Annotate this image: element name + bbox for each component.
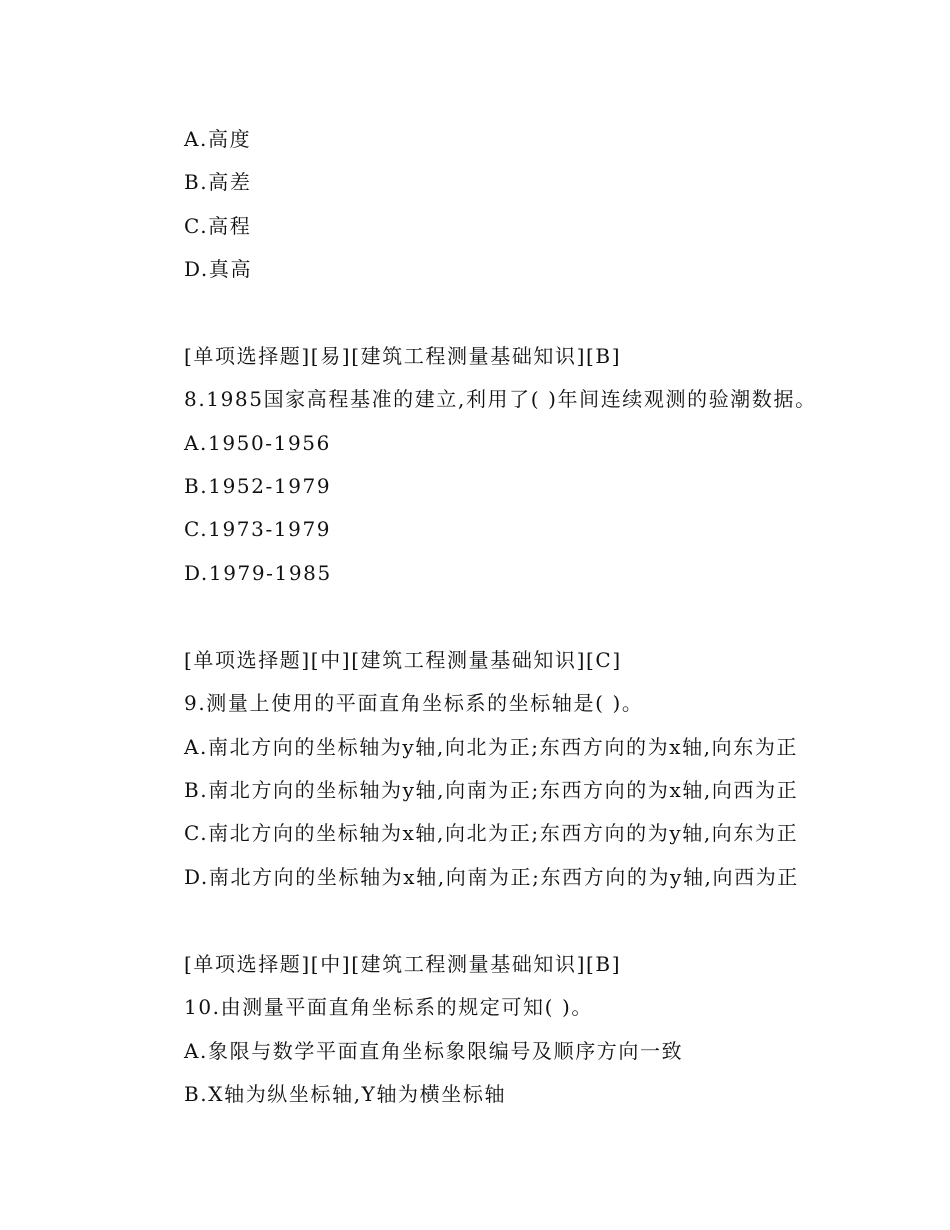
q9-option-c: C.南北方向的坐标轴为x轴,向北为正;东西方向的为y轴,向东为正 bbox=[184, 821, 799, 845]
q7-option-c: C.高程 bbox=[184, 214, 252, 238]
q10-option-a: A.象限与数学平面直角坐标象限编号及顺序方向一致 bbox=[184, 1039, 684, 1063]
q8-stem: 8.1985国家高程基准的建立,利用了( )年间连续观测的验潮数据。 bbox=[184, 387, 817, 411]
q8-option-c: C.1973-1979 bbox=[184, 517, 332, 541]
q9-option-d: D.南北方向的坐标轴为x轴,向南为正;东西方向的为y轴,向西为正 bbox=[184, 865, 799, 889]
q10-stem: 10.由测量平面直角坐标系的规定可知( )。 bbox=[184, 995, 593, 1019]
q9-tag: [单项选择题][中][建筑工程测量基础知识][C] bbox=[184, 648, 622, 672]
q10-option-b: B.X轴为纵坐标轴,Y轴为横坐标轴 bbox=[184, 1082, 507, 1106]
q7-option-b: B.高差 bbox=[184, 170, 252, 194]
q7-option-a: A.高度 bbox=[184, 127, 252, 151]
q9-option-a: A.南北方向的坐标轴为y轴,向北为正;东西方向的为x轴,向东为正 bbox=[184, 735, 799, 759]
q9-stem: 9.测量上使用的平面直角坐标系的坐标轴是( )。 bbox=[184, 691, 644, 715]
q9-option-b: B.南北方向的坐标轴为y轴,向南为正;东西方向的为x轴,向西为正 bbox=[184, 778, 799, 802]
q7-option-d: D.真高 bbox=[184, 257, 253, 281]
q8-option-d: D.1979-1985 bbox=[184, 561, 332, 585]
q8-option-b: B.1952-1979 bbox=[184, 474, 332, 498]
q8-option-a: A.1950-1956 bbox=[184, 431, 331, 455]
q10-tag: [单项选择题][中][建筑工程测量基础知识][B] bbox=[184, 952, 622, 976]
q8-tag: [单项选择题][易][建筑工程测量基础知识][B] bbox=[184, 344, 622, 368]
